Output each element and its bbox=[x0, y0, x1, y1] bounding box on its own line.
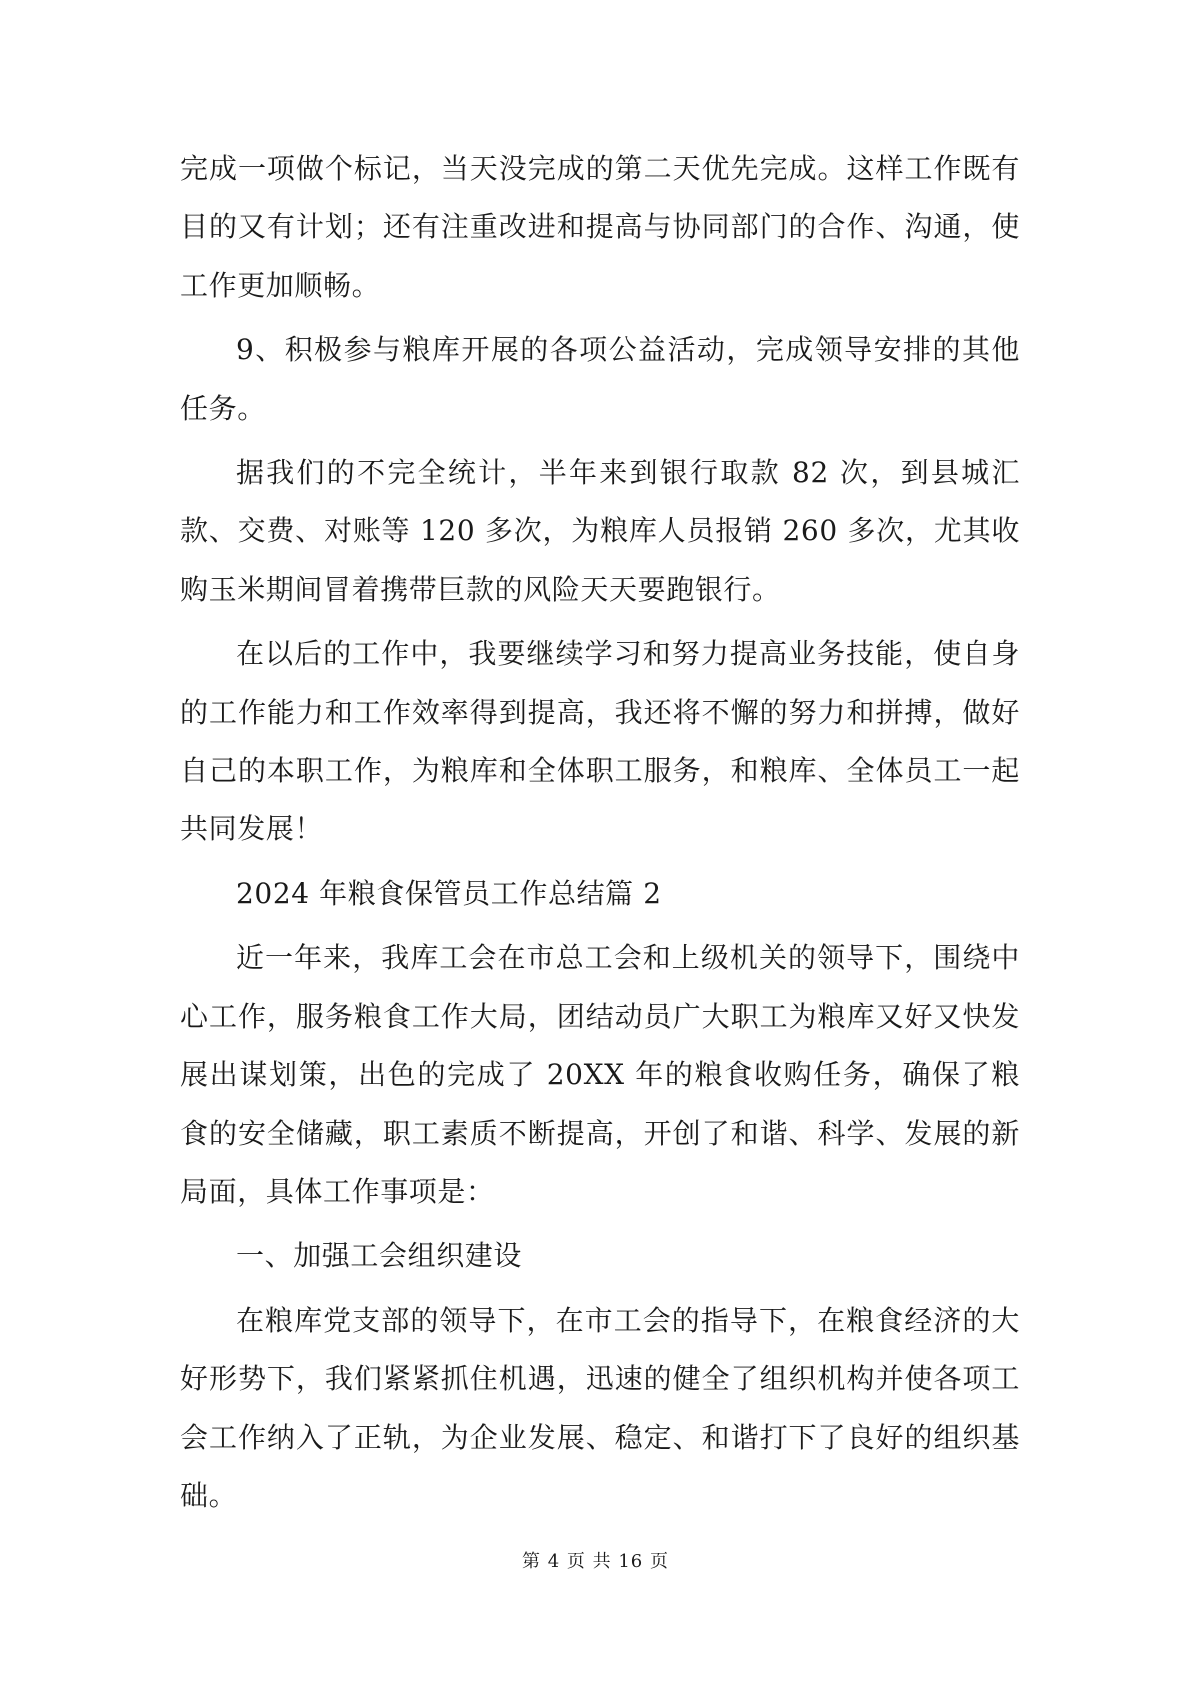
paragraph-organization: 在粮库党支部的领导下，在市工会的指导下，在粮食经济的大好形势下，我们紧紧抓住机遇，迅速的健全了组织机构并使各项工会工作纳入了正轨，为企业发展、稳定、和谐打下了良好的组织基础。 bbox=[180, 1303, 1020, 1512]
paragraph-continuation: 完成一项做个标记，当天没完成的第二天优先完成。这样工作既有目的又有计划；还有注重改进和提高与协同部门的合作、沟通，使工作更加顺畅。 bbox=[180, 152, 1020, 302]
paragraph-union-intro: 近一年来，我库工会在市总工会和上级机关的领导下，围绕中心工作，服务粮食工作大局，团结动员广大职工为粮库又好又快发展出谋划策，出色的完成了 20XX 年的粮食收购任务，确保了粮食的安全储藏，职工素质不断提高，开创了和谐、科学、发展的新局面，具体工作事项是： bbox=[180, 941, 1020, 1208]
page-footer: 第 4 页 共 16 页 bbox=[522, 1551, 669, 1572]
section-title: 2024 年粮食保管员工作总结篇 2 bbox=[236, 876, 662, 910]
document-body bbox=[180, 140, 1020, 1531]
paragraph-statistics: 据我们的不完全统计，半年来到银行取款 82 次，到县城汇款、交费、对账等 120 多次，为粮库人员报销 260 多次，尤其收购玉米期间冒着携带巨款的风险天天要跑银行。 bbox=[180, 456, 1020, 606]
paragraph-future-work: 在以后的工作中，我要继续学习和努力提高业务技能，使自身的工作能力和工作效率得到提高，我还将不懈的努力和拼搏，做好自己的本职工作，为粮库和全体职工服务，和粮库、全体员工一起共同发展！ bbox=[180, 637, 1020, 846]
paragraph-item-9: 9、积极参与粮库开展的各项公益活动，完成领导安排的其他任务。 bbox=[180, 333, 1020, 425]
subsection-heading: 一、加强工会组织建设 bbox=[236, 1239, 523, 1273]
